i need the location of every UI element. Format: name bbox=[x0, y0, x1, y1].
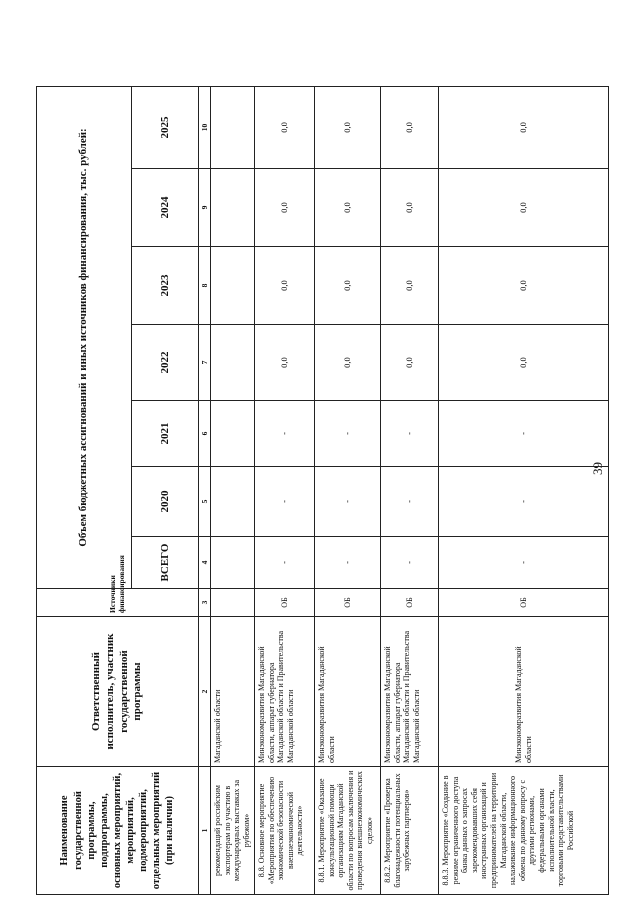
table-row bbox=[439, 86, 609, 894]
column-number: 7 bbox=[199, 325, 211, 401]
row-value: - bbox=[381, 537, 439, 589]
row-value bbox=[211, 169, 255, 247]
row-value: - bbox=[439, 401, 609, 467]
row-value bbox=[211, 467, 255, 537]
row-value: 0,0 bbox=[315, 169, 381, 247]
row-value bbox=[211, 247, 255, 325]
row-source: ОБ bbox=[315, 589, 381, 617]
header-total: ВСЕГО bbox=[132, 537, 199, 589]
row-source bbox=[211, 589, 255, 617]
column-number: 2 bbox=[199, 617, 211, 767]
row-value: 0,0 bbox=[439, 86, 609, 168]
header-year: 2023 bbox=[132, 247, 199, 325]
header-source: Источники финансирования bbox=[37, 589, 199, 617]
funding-table bbox=[36, 86, 609, 895]
row-value: 0,0 bbox=[381, 86, 439, 168]
column-number: 1 bbox=[199, 767, 211, 895]
row-value: - bbox=[439, 537, 609, 589]
row-value: 0,0 bbox=[439, 325, 609, 401]
header-funding: Объем бюджетных ассигнований и иных источников финансирования, тыс. рублей: bbox=[37, 86, 132, 588]
row-value: 0,0 bbox=[315, 325, 381, 401]
row-responsible: Минэкономразвития Магаданской области bbox=[315, 617, 381, 767]
column-number: 6 bbox=[199, 401, 211, 467]
row-responsible: Минэкономразвития Магаданской области, аппарат губернатора Магаданской области и Правительства Магаданской области bbox=[255, 617, 315, 767]
row-value: 0,0 bbox=[381, 247, 439, 325]
row-value: - bbox=[255, 401, 315, 467]
header-year: 2025 bbox=[132, 86, 199, 168]
row-responsible: Магаданской области bbox=[211, 617, 255, 767]
header-name: Наименование государственной программы, подпрограммы, основных мероприятий, мероприятий, подмероприятий, отдельных мероприятий (при наличии) bbox=[37, 767, 199, 895]
row-name: 8.8. Основное мероприятие «Мероприятия по обеспечению экономической безопасности внешнеэкономической деятельности» bbox=[255, 767, 315, 895]
row-name: рекомендаций российским экспортерам по участию в международных выставках за рубежом» bbox=[211, 767, 255, 895]
row-value: 0,0 bbox=[381, 325, 439, 401]
column-number: 5 bbox=[199, 467, 211, 537]
row-value: - bbox=[439, 467, 609, 537]
column-number: 3 bbox=[199, 589, 211, 617]
row-value bbox=[211, 537, 255, 589]
header-year: 2024 bbox=[132, 169, 199, 247]
page-number: 39 bbox=[590, 462, 605, 475]
row-value: 0,0 bbox=[381, 169, 439, 247]
header-responsible: Ответственный исполнитель, участник государственной программы bbox=[37, 617, 199, 767]
row-value: - bbox=[315, 467, 381, 537]
row-value: - bbox=[315, 401, 381, 467]
header-year: 2020 bbox=[132, 467, 199, 537]
row-value: 0,0 bbox=[255, 86, 315, 168]
column-number: 9 bbox=[199, 169, 211, 247]
row-value bbox=[211, 86, 255, 168]
row-value: - bbox=[255, 537, 315, 589]
row-responsible: Минэкономразвития Магаданской области bbox=[439, 617, 609, 767]
table-row bbox=[211, 86, 255, 894]
header-row-top bbox=[37, 86, 132, 894]
header-year: 2021 bbox=[132, 401, 199, 467]
row-value: - bbox=[255, 467, 315, 537]
row-value: 0,0 bbox=[255, 325, 315, 401]
column-numbers-row bbox=[199, 86, 211, 894]
row-value: 0,0 bbox=[255, 169, 315, 247]
row-source: ОБ bbox=[381, 589, 439, 617]
row-value: - bbox=[315, 537, 381, 589]
column-number: 10 bbox=[199, 86, 211, 168]
row-value: 0,0 bbox=[315, 86, 381, 168]
row-name: 8.8.1. Мероприятие «Оказание консультационной помощи организациям Магаданской области по вопросам заключения и проведения внешнеэкономических сделок» bbox=[315, 767, 381, 895]
column-number: 4 bbox=[199, 537, 211, 589]
header-year: 2022 bbox=[132, 325, 199, 401]
column-number: 8 bbox=[199, 247, 211, 325]
table-row bbox=[315, 86, 381, 894]
row-value bbox=[211, 325, 255, 401]
row-source: ОБ bbox=[255, 589, 315, 617]
row-name: 8.8.3. Мероприятие «Создание в режиме ограниченного доступа банка данных о запросах зарекомендовавших себя иностранных организаций и предпринимателей на территории Магаданской области, налаживание информационного обмена по данному вопросу с другими регионами, федеральными органами исполнительной власти, торговыми представительствами Российской bbox=[439, 767, 609, 895]
row-name: 8.8.2. Мероприятие «Проверка благонадежности потенциальных зарубежных партнеров» bbox=[381, 767, 439, 895]
table-row bbox=[381, 86, 439, 894]
row-value: 0,0 bbox=[439, 169, 609, 247]
row-value: 0,0 bbox=[255, 247, 315, 325]
row-source: ОБ bbox=[439, 589, 609, 617]
row-value bbox=[211, 401, 255, 467]
row-value: 0,0 bbox=[439, 247, 609, 325]
row-value: - bbox=[381, 401, 439, 467]
row-responsible: Минэкономразвития Магаданской области, аппарат губернатора Магаданской области и Правительства Магаданской области bbox=[381, 617, 439, 767]
table-row bbox=[255, 86, 315, 894]
row-value: 0,0 bbox=[315, 247, 381, 325]
row-value: - bbox=[381, 467, 439, 537]
